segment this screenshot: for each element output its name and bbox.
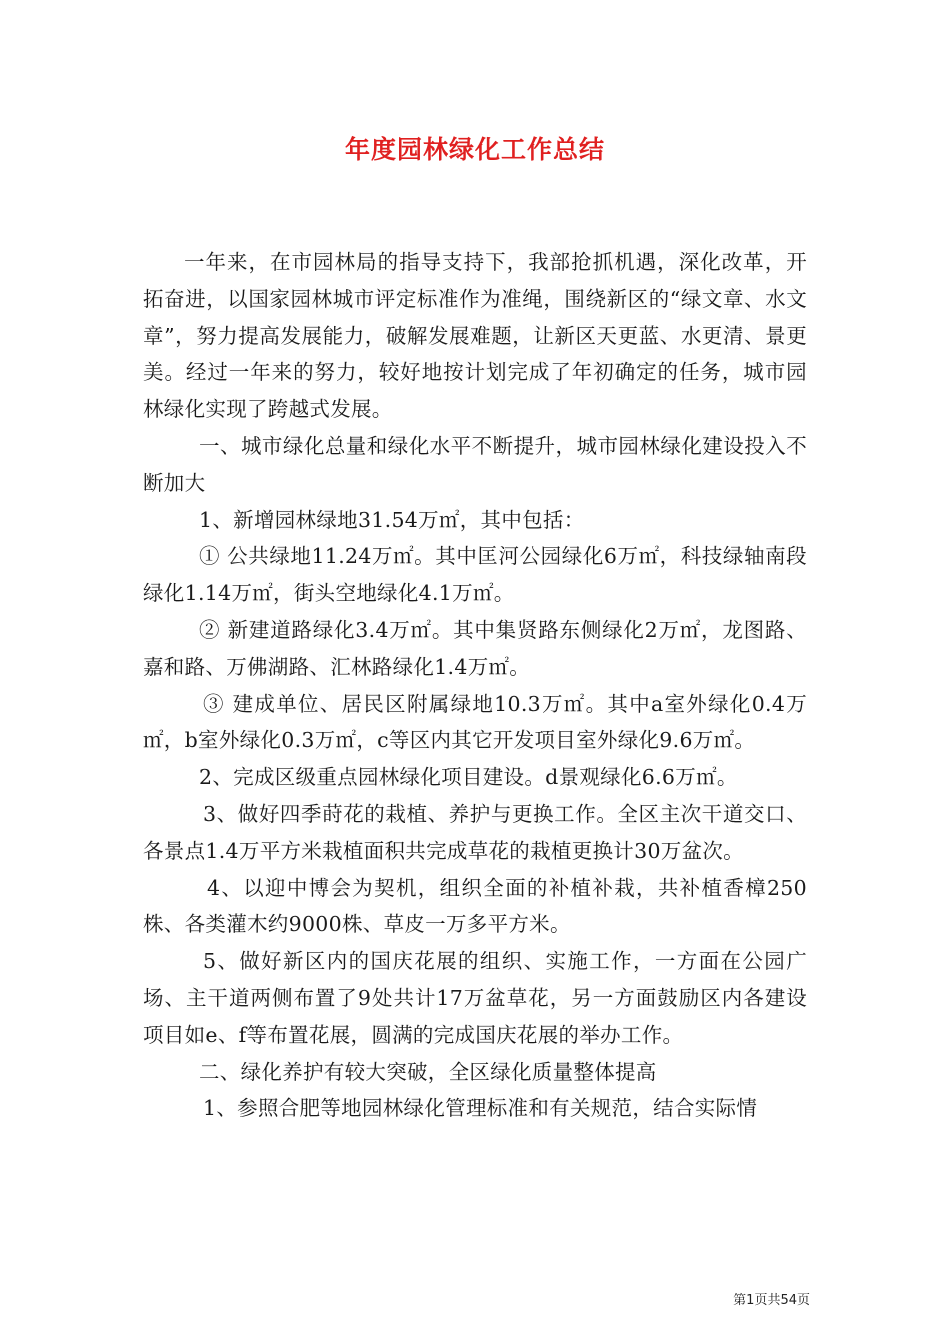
paragraph-item-4: 4、以迎中博会为契机，组织全面的补植补栽，共补植香樟250株、各类灌木约9000株、草皮一万多平方米。 bbox=[143, 875, 807, 937]
section-heading-2: 二、绿化养护有较大突破，全区绿化质量整体提高 bbox=[199, 1059, 657, 1084]
paragraph-item-5: 5、做好新区内的国庆花展的组织、实施工作，一方面在公园广场、主干道两侧布置了9处共计17万盆草花，另一方面鼓励区内各建设项目如e、f等布置花展，圆满的完成国庆花展的举办工作。 bbox=[143, 949, 807, 1047]
document-body bbox=[143, 244, 807, 1127]
paragraph-item-2: 2、完成区级重点园林绿化项目建设。d景观绿化6.6万㎡。 bbox=[199, 765, 738, 790]
paragraph-item-1: 1、新增园林绿地31.54万㎡，其中包括： bbox=[199, 507, 585, 532]
document-title: 年度园林绿化工作总结 bbox=[344, 135, 605, 164]
section-heading-1: 一、城市绿化总量和绿化水平不断提升，城市园林绿化建设投入不断加大 bbox=[143, 433, 807, 495]
paragraph-item-3: 3、做好四季莳花的栽植、养护与更换工作。全区主次干道交口、各景点1.4万平方米栽植面积共完成草花的栽植更换计30万盆次。 bbox=[143, 801, 807, 863]
paragraph-subitem-3: ③ 建成单位、居民区附属绿地10.3万㎡。其中a室外绿化0.4万㎡，b室外绿化0.3万㎡，c等区内其它开发项目室外绿化9.6万㎡。 bbox=[143, 691, 807, 753]
paragraph-subitem-1: ① 公共绿地11.24万㎡。其中匡河公园绿化6万㎡，科技绿轴南段绿化1.14万㎡，街头空地绿化4.1万㎡。 bbox=[143, 544, 807, 606]
page-number: 第1页共54页 bbox=[733, 1293, 810, 1308]
paragraph-intro: 一年来，在市园林局的指导支持下，我部抢抓机遇，深化改革，开拓奋进，以国家园林城市评定标准作为准绳，围绕新区的“绿文章、水文章”，努力提高发展能力，破解发展难题，让新区天更蓝、水更清、景更美。经过一年来的努力，较好地按计划完成了年初确定的任务，城市园林绿化实现了跨越式发展。 bbox=[143, 250, 807, 422]
paragraph-item-6: 1、参照合肥等地园林绿化管理标准和有关规范，结合实际情 bbox=[203, 1096, 758, 1121]
paragraph-subitem-2: ② 新建道路绿化3.4万㎡。其中集贤路东侧绿化2万㎡，龙图路、嘉和路、万佛湖路、汇林路绿化1.4万㎡。 bbox=[143, 617, 807, 679]
